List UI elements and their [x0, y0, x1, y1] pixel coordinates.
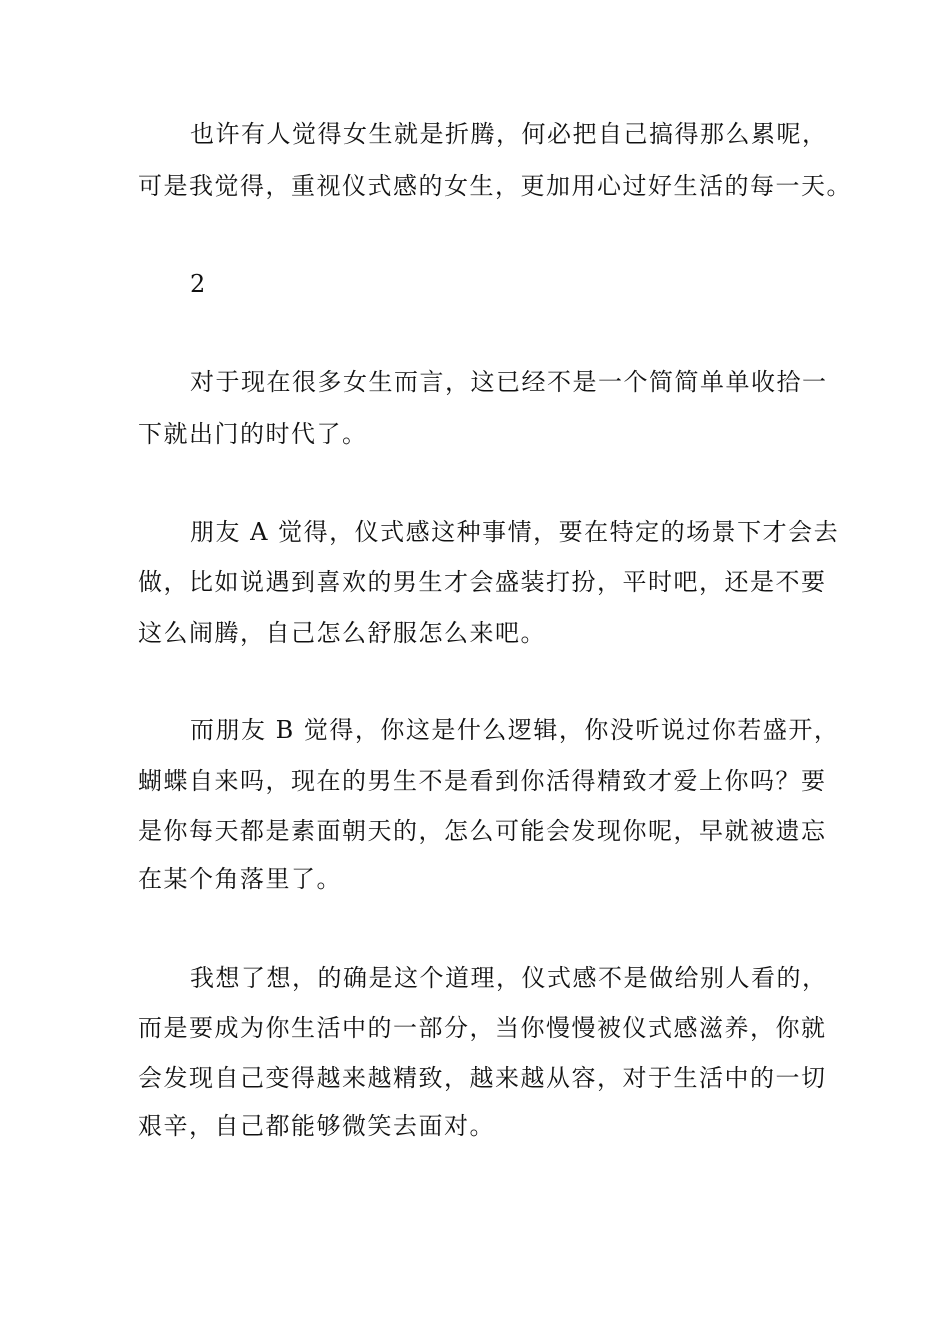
paragraph-line: 我想了想，的确是这个道理，仪式感不是做给别人看的， — [190, 964, 828, 992]
paragraph-line: 是你每天都是素面朝天的，怎么可能会发现你呢，早就被遗忘 — [138, 817, 827, 845]
paragraph-line: 下就出门的时代了。 — [138, 420, 368, 448]
paragraph-line: 而是要成为你生活中的一部分，当你慢慢被仪式感滋养，你就 — [138, 1014, 827, 1042]
paragraph-line: 可是我觉得，重视仪式感的女生，更加用心过好生活的每一天。 — [138, 172, 852, 200]
paragraph-line: 蝴蝶自来吗，现在的男生不是看到你活得精致才爱上你吗？要 — [138, 767, 827, 795]
paragraph-line: 也许有人觉得女生就是折腾，何必把自己搞得那么累呢， — [190, 120, 828, 148]
paragraph-line: 艰辛，自己都能够微笑去面对。 — [138, 1112, 495, 1140]
paragraph-line: 对于现在很多女生而言，这已经不是一个简简单单收拾一 — [190, 368, 828, 396]
paragraph-line: 在某个角落里了。 — [138, 865, 342, 893]
paragraph-line: 做，比如说遇到喜欢的男生才会盛装打扮，平时吧，还是不要 — [138, 568, 827, 596]
paragraph-line: 朋友 A 觉得，仪式感这种事情，要在特定的场景下才会去 — [190, 518, 840, 546]
paragraph-line: 会发现自己变得越来越精致，越来越从容，对于生活中的一切 — [138, 1064, 827, 1092]
section-number: 2 — [190, 270, 207, 298]
paragraph-line: 而朋友 B 觉得，你这是什么逻辑，你没听说过你若盛开， — [190, 716, 840, 744]
paragraph-line: 这么闹腾，自己怎么舒服怎么来吧。 — [138, 619, 546, 647]
